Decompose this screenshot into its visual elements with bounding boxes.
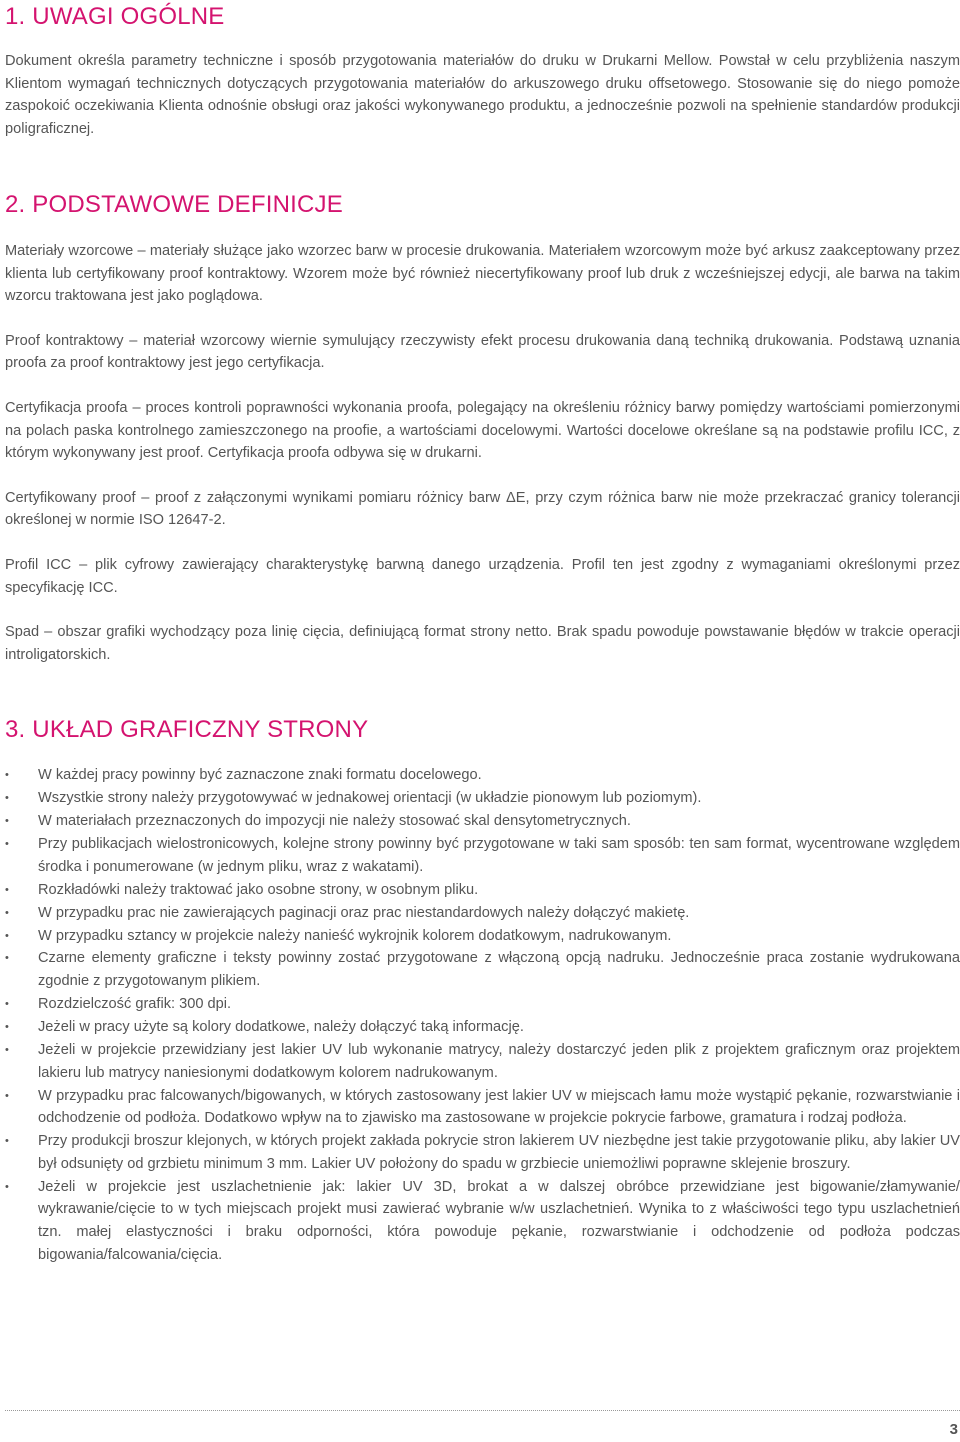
list-item-text: Rozdzielczość grafik: 300 dpi. — [38, 996, 232, 1013]
list-item — [5, 1039, 960, 1084]
section-3-heading: 3. UKŁAD GRAFICZNY STRONY — [5, 716, 369, 743]
list-item — [5, 764, 960, 787]
definition-item: Certyfikacja proofa – proces kontroli poprawności wykonania proofa, polegający na określeniu różnicy barwy pomiędzy wartościami pomierzonymi na polach paska kontrolnego zamieszczonego na proofie, a wartościami docelowymi. Wartości docelowe określane są na podstawie profilu ICC, z którym wykonywany jest proof. Certyfikacja proofa odbywa się w drukarni. — [5, 399, 960, 462]
list-item — [5, 1176, 960, 1266]
list-item-text: W każdej pracy powinny być zaznaczone znaki formatu docelowego. — [38, 767, 482, 783]
bullet-icon: • — [5, 1180, 9, 1193]
definition-item: Proof kontraktowy – materiał wzorcowy wiernie symulujący rzeczywisty efekt procesu drukowania daną techniką drukowania. Podstawą uznania proofa za proof kontraktowy jest jego certyfikacja. — [5, 332, 960, 372]
list-item — [5, 787, 960, 810]
list-item-text: W materiałach przeznaczonych do impozycji nie należy stosować skal densytometrycznych. — [38, 812, 631, 829]
section-2-heading: 2. PODSTAWOWE DEFINICJE — [5, 191, 343, 218]
section-1-paragraph: Dokument określa parametry techniczne i sposób przygotowania materiałów do druku w Drukarni Mellow. Powstał w celu przybliżenia naszym Klientom wymagań technicznych dotyczących przygotowania materiałów do arkuszowego druku offsetowego. Stosowanie się do niego pomoże zaspokoić oczekiwania Klienta odnośnie obsługi oraz jakości wykonywanego produktu, a jednocześnie pozwoli na spełnienie standardów produkcji poligraficznej. — [5, 53, 960, 137]
definitions-list — [5, 240, 960, 688]
bullet-icon: • — [5, 952, 9, 965]
list-item — [5, 1016, 960, 1039]
list-item-text: Rozkładówki należy traktować jako osobne strony, w osobnym pliku. — [38, 881, 479, 898]
bullet-icon: • — [5, 906, 9, 919]
bullet-icon: • — [5, 837, 9, 850]
list-item — [5, 902, 960, 925]
list-item — [5, 1085, 960, 1130]
footer-divider — [5, 1410, 960, 1411]
bullet-icon: • — [5, 1044, 9, 1057]
list-item-text: Wszystkie strony należy przygotowywać w jednakowej orientacji (w układzie pionowym lub poziomym). — [38, 789, 702, 806]
list-item — [5, 810, 960, 833]
list-item-text: W przypadku sztancy w projekcie należy nanieść wykrojnik kolorem dodatkowym, nadrukowanym. — [38, 927, 672, 944]
list-item-text: Jeżeli w projekcie przewidziany jest lakier UV lub wykonanie matrycy, należy dostarczyć jeden plik z projektem graficznym oraz projektem lakieru lub matrycy naniesionymi dodatkowym kolorem nadrukowanym. — [38, 1042, 960, 1081]
list-item — [5, 879, 960, 902]
list-item — [5, 1130, 960, 1175]
list-item — [5, 833, 960, 878]
list-item-text: W przypadku prac falcowanych/bigowanych, w których zastosowany jest lakier UV w miejscach łamu może wystąpić pękanie, rozwarstwianie i odchodzenie od podłoża. Dodatkowo wpływ na to zjawisko ma zastosowane w projekcie pokrycie farbowe, gramatura i rodzaj podłoża. — [38, 1087, 960, 1127]
list-item-text: Jeżeli w pracy użyte są kolory dodatkowe, należy dołączyć taką informację. — [38, 1019, 524, 1036]
definition-item: Spad – obszar grafiki wychodzący poza linię cięcia, definiującą format strony netto. Brak spadu powoduje powstawanie błędów w trakcie operacji introligatorskich. — [5, 624, 960, 663]
definition-item: Profil ICC – plik cyfrowy zawierający charakterystykę barwną danego urządzenia. Profil ten jest zgodny z wymaganiami określonymi przez specyfikację ICC. — [5, 556, 960, 596]
section-1-heading: 1. UWAGI OGÓLNE — [5, 3, 225, 30]
list-item-text: W przypadku prac nie zawierających paginacji oraz prac niestandardowych należy dołączyć makietę. — [38, 904, 690, 921]
list-item — [5, 993, 960, 1016]
definition-item: Materiały wzorcowe – materiały służące jako wzorzec barw w procesie drukowania. Materiałem wzorcowym może być arkusz zaakceptowany przez klienta lub certyfikowany proof kontraktowy. Wzorem może być również niecertyfikowany proof lub druk z wcześniejszej edycji, ale barwa na takim wzorcu traktowana jest jako poglądowa. — [5, 243, 960, 305]
layout-rules-list — [5, 764, 960, 1267]
list-item-text: Czarne elementy graficzne i teksty powinny zostać przygotowane z włączoną opcją nadruku. Jednocześnie praca zostanie wydrukowana zgodnie z przygotowanym plikiem. — [38, 950, 960, 990]
page-number: 3 — [949, 1421, 958, 1438]
bullet-icon: • — [5, 1021, 9, 1034]
bullet-icon: • — [5, 1135, 9, 1148]
list-item-text: Jeżeli w projekcie jest uszlachetnienie jak: lakier UV 3D, brokat a w dalszej obróbce przewidziane jest bigowanie/złamywanie/ wykrawanie/cięcie to w tych miejscach projekt musi zawierać wybranie w/w uszlachetnień. Wynika to z właściwości tego typu uszlachetnień tzn. małej elastyczności i braku odporności, która powoduje pękanie, rozwarstwianie i odchodzenie od podłoża podczas bigowania/falcowania/cięcia. — [38, 1178, 960, 1263]
list-item-text: Przy produkcji broszur klejonych, w których projekt zakłada pokrycie stron lakierem UV niezbędne jest takie przygotowanie pliku, aby lakier UV był odsunięty od grzbietu minimum 3 mm. Lakier UV położony do spadu w grzbiecie uniemożliwi poprawne sklejenie broszury. — [38, 1133, 960, 1172]
bullet-icon: • — [5, 998, 9, 1011]
list-item-text: Przy publikacjach wielostronicowych, kolejne strony powinny być przygotowane w taki sam sposób: ten sam format, wycentrowane względem środka i ponumerowane (w jednym pliku, wraz z wakatami). — [38, 835, 960, 875]
bullet-icon: • — [5, 791, 9, 804]
list-item — [5, 947, 960, 992]
definition-item: Certyfikowany proof – proof z załączonymi wynikami pomiaru różnicy barw ΔE, przy czym różnica barw nie może przekraczać granicy tolerancji określonej w normie ISO 12647-2. — [5, 489, 960, 529]
bullet-icon: • — [5, 883, 9, 896]
bullet-icon: • — [5, 1089, 9, 1102]
bullet-icon: • — [5, 929, 9, 942]
bullet-icon: • — [5, 769, 9, 781]
bullet-icon: • — [5, 814, 9, 827]
list-item — [5, 925, 960, 948]
